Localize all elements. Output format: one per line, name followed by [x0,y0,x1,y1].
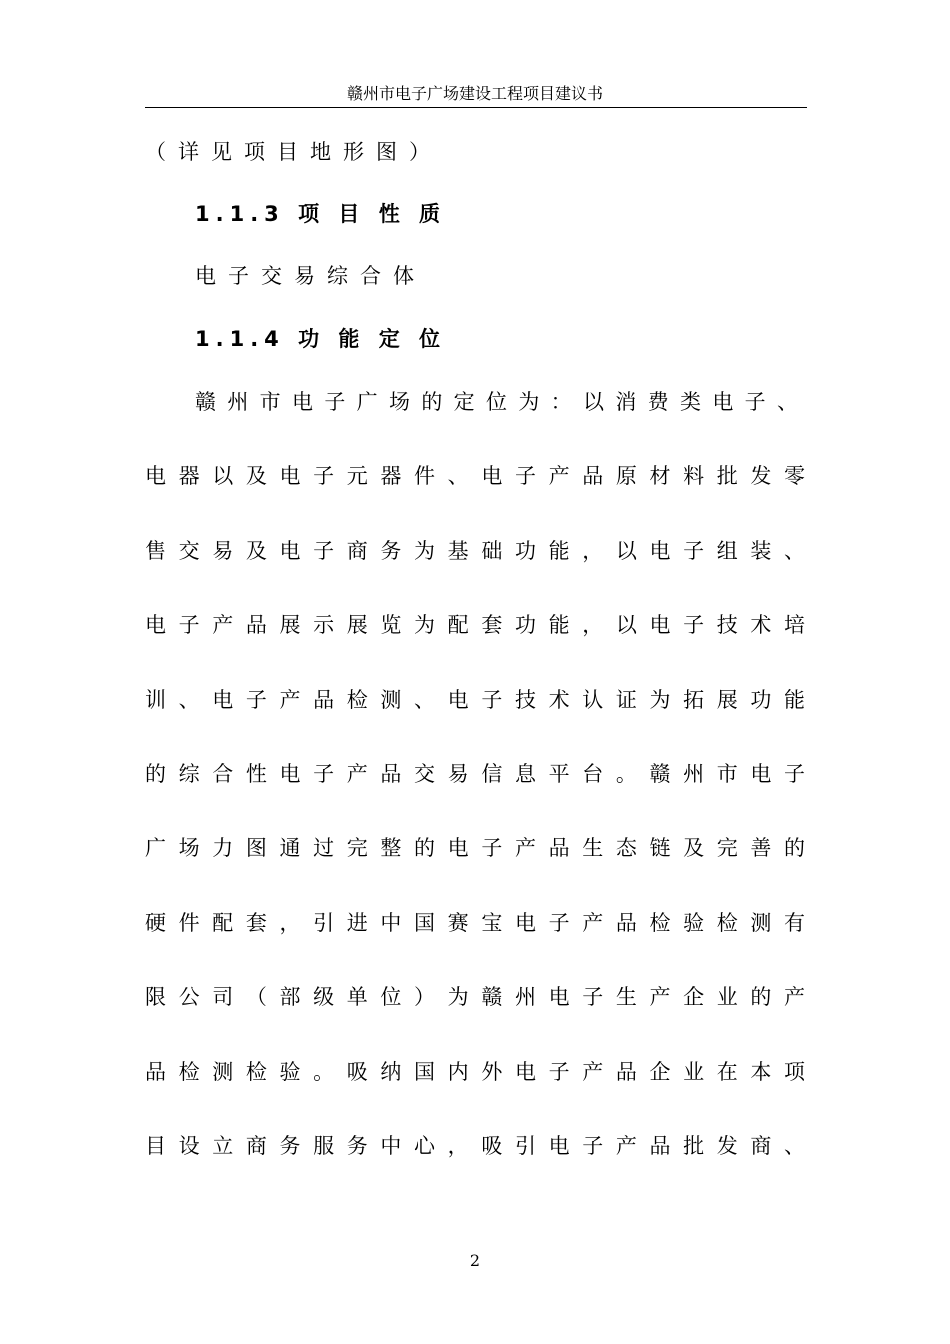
header-title: 赣州市电子广场建设工程项目建议书 [346,84,603,103]
paragraph-line: 限公司（部级单位）为赣州电子生产企业的产 [145,985,805,1009]
page-number: 2 [469,1251,481,1270]
paragraph-line: 售交易及电子商务为基础功能，以电子组装、 [145,539,805,563]
paragraph-line: 电子产品展示展览为配套功能，以电子技术培 [145,613,805,637]
header-divider [145,107,807,108]
section-text-1-1-3: 电子交易综合体 [195,264,426,288]
terrain-map-note: （详见项目地形图） [145,140,442,164]
paragraph-line: 品检测检验。吸纳国内外电子产品企业在本项 [145,1060,805,1084]
paragraph-line: 目设立商务服务中心，吸引电子产品批发商、 [145,1134,805,1158]
paragraph-line: 训、电子产品检测、电子技术认证为拓展功能 [145,688,805,712]
section-heading-1-1-4: 1.1.4 功 能 定 位 [195,327,447,351]
paragraph-line: 广场力图通过完整的电子产品生态链及完善的 [145,836,805,860]
paragraph-line: 硬件配套，引进中国赛宝电子产品检验检测有 [145,911,805,935]
paragraph-line: 赣州市电子广场的定位为：以消费类电子、 [195,390,798,414]
paragraph-line: 的综合性电子产品交易信息平台。赣州市电子 [145,762,805,786]
section-heading-1-1-3: 1.1.3 项 目 性 质 [195,202,447,226]
paragraph-line: 电器以及电子元器件、电子产品原材料批发零 [145,464,805,488]
